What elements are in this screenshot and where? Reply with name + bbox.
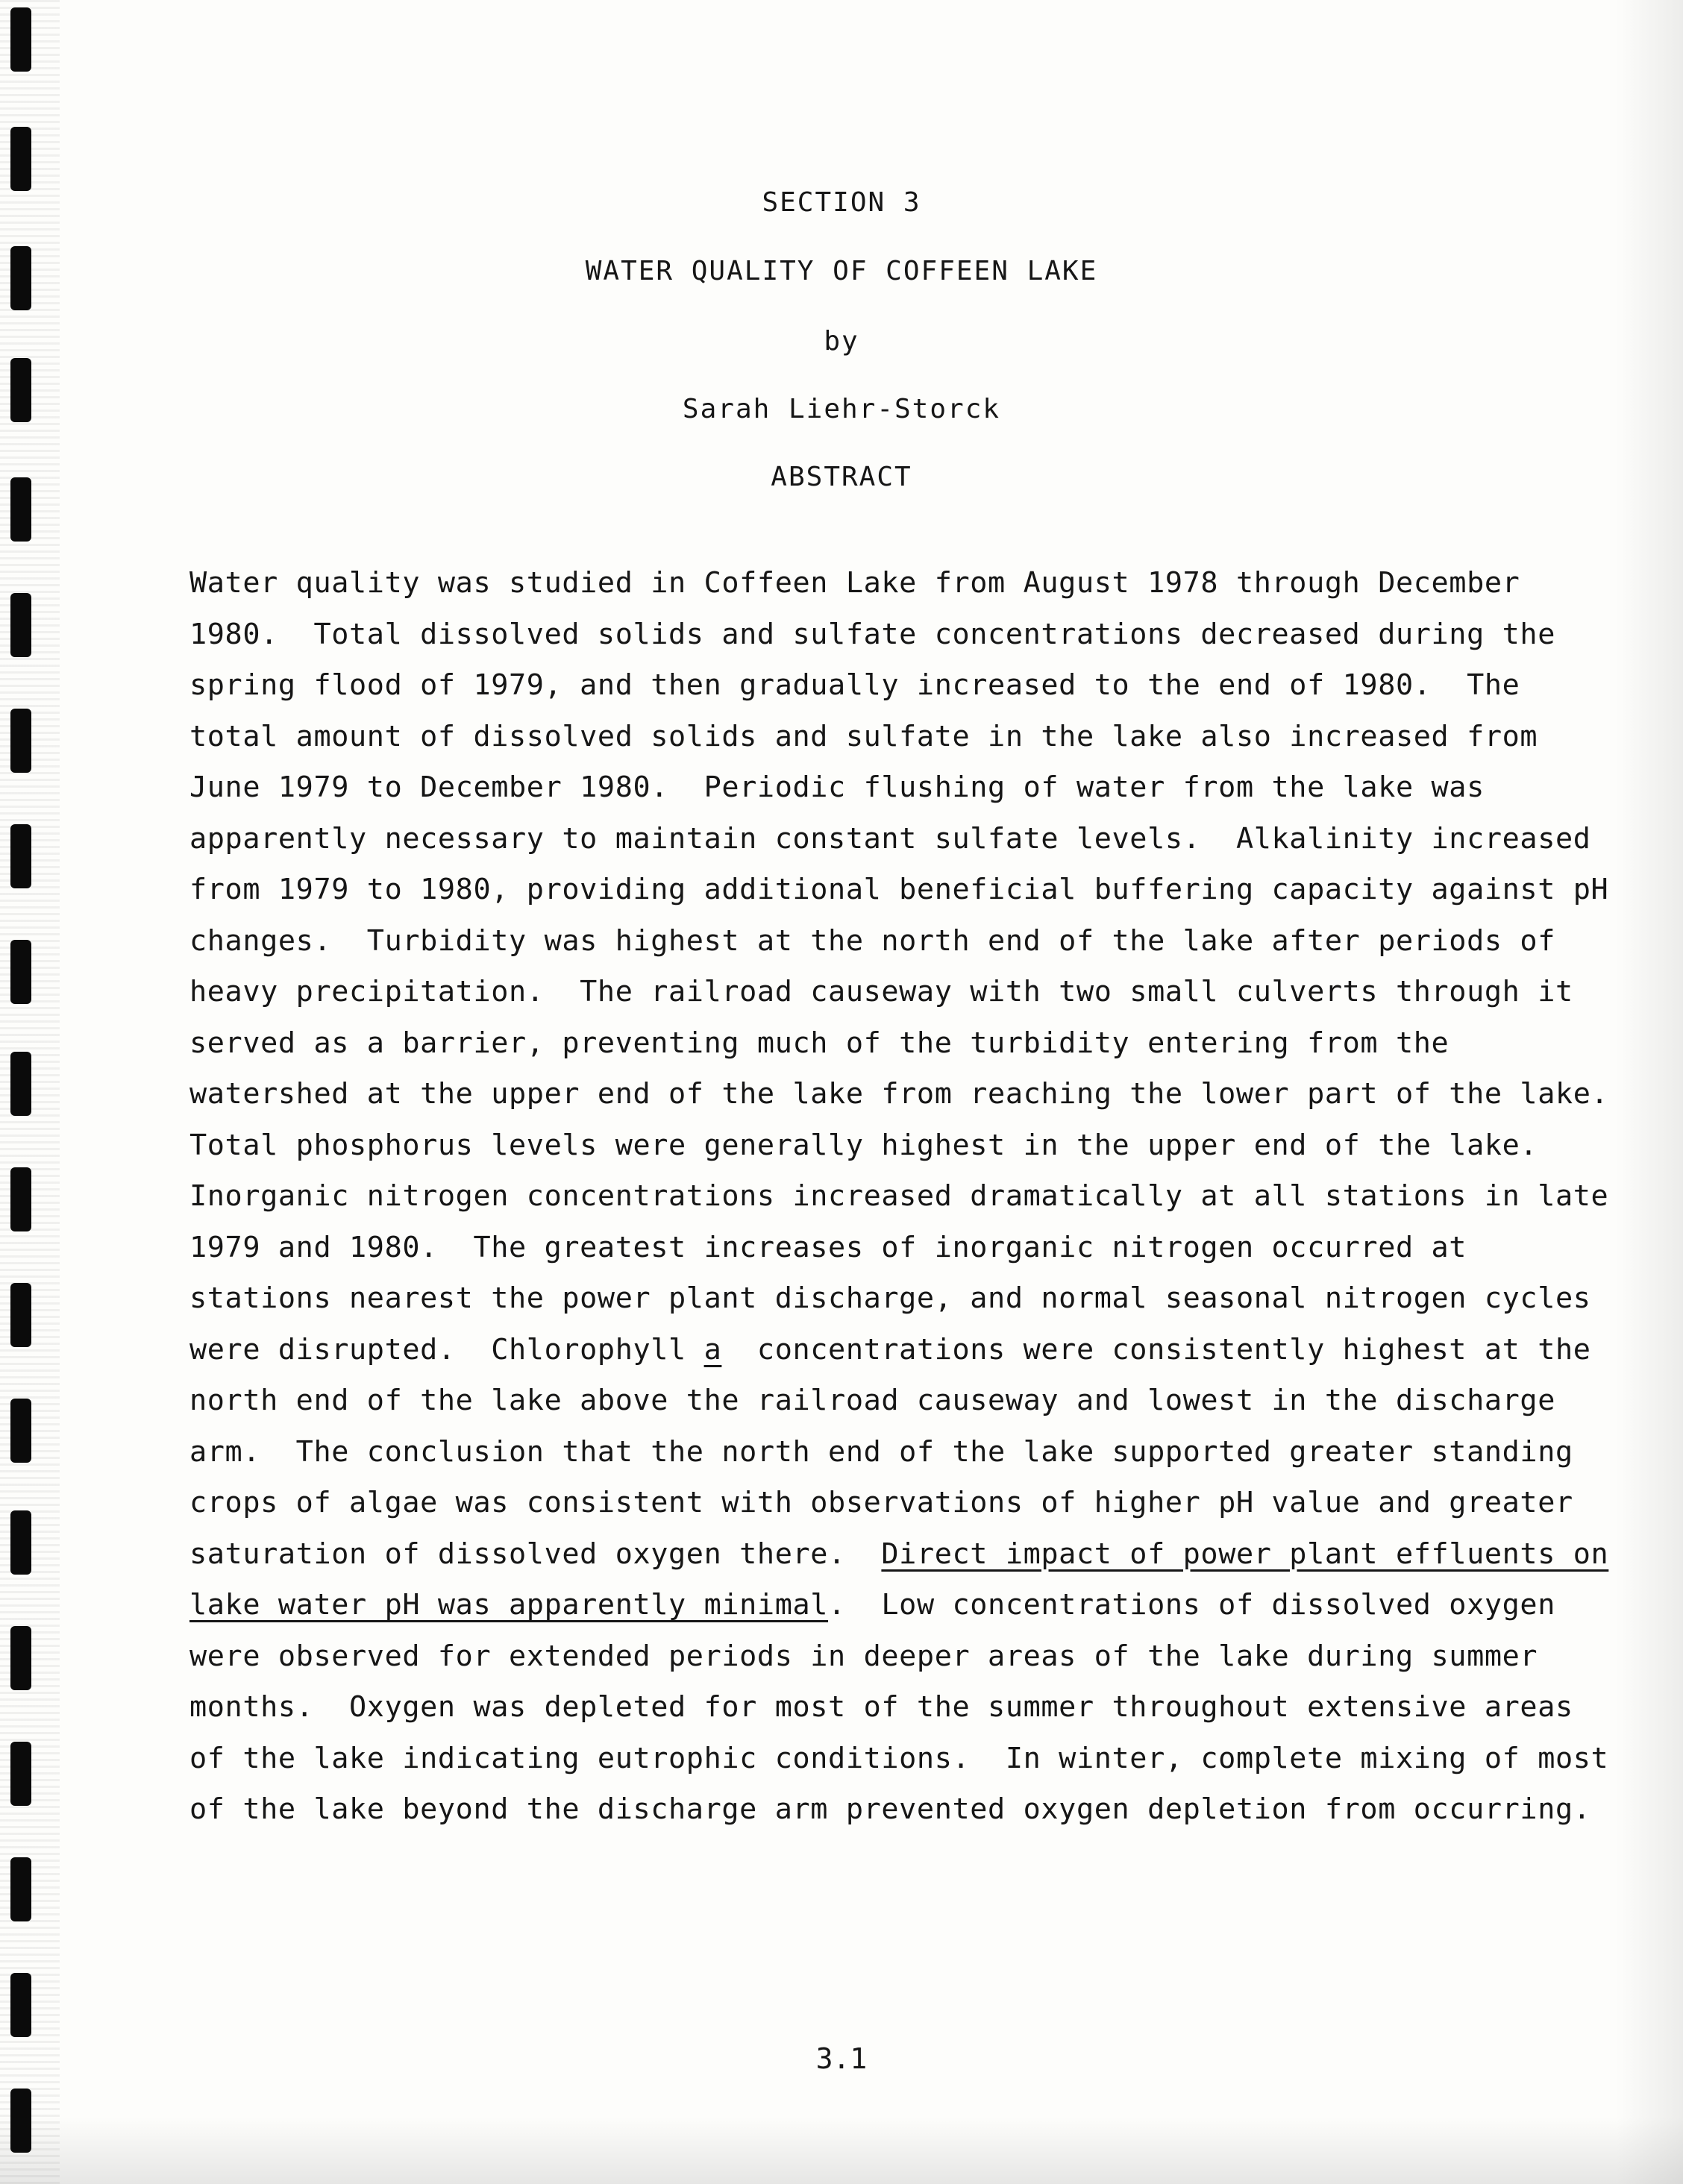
author-name: Sarah Liehr-Storck [682, 394, 1001, 424]
page-number: 3.1 [815, 2042, 868, 2075]
abstract-line: 1979 and 1980. The greatest increases of inorganic nitrogen occurred at [189, 1230, 1467, 1264]
line-text: concentrations were consistently highest at the [721, 1332, 1591, 1366]
abstract-line: changes. Turbidity was highest at the north end of the lake after periods of [189, 923, 1555, 958]
binding-hole [10, 1973, 31, 2037]
binding-hole [10, 1052, 31, 1116]
abstract-body [189, 558, 1609, 1836]
underlined-text: lake water pH was apparently minimal [189, 1588, 829, 1622]
abstract-line: apparently necessary to maintain constant sulfate levels. Alkalinity increased [189, 821, 1591, 856]
section-heading: SECTION 3 [762, 187, 921, 218]
line-text: saturation of dissolved oxygen there. [189, 1537, 882, 1571]
abstract-line: Water quality was studied in Coffeen Lake from August 1978 through December [189, 566, 1520, 600]
abstract-line [189, 1580, 1555, 1631]
binding-hole [10, 1857, 31, 1921]
abstract-line: stations nearest the power plant discharge, and normal seasonal nitrogen cycles [189, 1281, 1591, 1315]
binding-hole [10, 127, 31, 191]
abstract-line: months. Oxygen was depleted for most of the summer throughout extensive areas [189, 1690, 1573, 1724]
binding-hole [10, 1742, 31, 1806]
abstract-line: from 1979 to 1980, providing additional beneficial buffering capacity against pH [189, 873, 1609, 906]
abstract-line: spring flood of 1979, and then gradually increased to the end of 1980. The [189, 668, 1520, 702]
abstract-line: served as a barrier, preventing much of the turbidity entering from the [189, 1026, 1449, 1060]
abstract-line: Inorganic nitrogen concentrations increased dramatically at all stations in late [189, 1179, 1609, 1213]
abstract-line: June 1979 to December 1980. Periodic flushing of water from the lake was [189, 771, 1485, 804]
binding-hole [10, 940, 31, 1004]
abstract-line: were observed for extended periods in deeper areas of the lake during summer [189, 1639, 1538, 1673]
line-text: were disrupted. Chlorophyll [189, 1332, 704, 1366]
binding-hole [10, 1167, 31, 1231]
abstract-line [189, 1325, 1591, 1376]
binding-hole [10, 1510, 31, 1575]
abstract-line: total amount of dissolved solids and sulfate in the lake also increased from [189, 719, 1538, 753]
binding-hole [10, 593, 31, 657]
abstract-heading: ABSTRACT [771, 462, 912, 492]
abstract-line: of the lake indicating eutrophic conditions. In winter, complete mixing of most [189, 1741, 1609, 1775]
underlined-text: Direct impact of power plant effluents on [881, 1537, 1609, 1571]
byline: by [824, 326, 859, 357]
binding-hole [10, 1626, 31, 1690]
abstract-line: watershed at the upper end of the lake from reaching the lower part of the lake. [189, 1077, 1609, 1111]
underlined-text: a [703, 1332, 722, 1366]
binding-hole [10, 2089, 31, 2153]
binding-hole [10, 1283, 31, 1347]
line-text: . Low concentrations of dissolved oxygen [828, 1588, 1555, 1622]
binding-hole [10, 709, 31, 773]
abstract-line: north end of the lake above the railroad causeway and lowest in the discharge [189, 1384, 1555, 1417]
abstract-line: crops of algae was consistent with observations of higher pH value and greater [189, 1486, 1573, 1519]
abstract-line: heavy precipitation. The railroad causeway with two small culverts through it [189, 975, 1573, 1008]
abstract-line: of the lake beyond the discharge arm prevented oxygen depletion from occurring. [189, 1792, 1591, 1826]
binding-hole [10, 1399, 31, 1463]
binding-hole [10, 824, 31, 888]
abstract-line: Total phosphorus levels were generally highest in the upper end of the lake. [189, 1128, 1538, 1162]
binding-hole [10, 7, 31, 72]
abstract-line: 1980. Total dissolved solids and sulfate concentrations decreased during the [189, 617, 1555, 651]
abstract-line: arm. The conclusion that the north end of the lake supported greater standing [189, 1434, 1573, 1469]
abstract-line [189, 1529, 1609, 1581]
scan-noise-bottom [0, 2117, 1683, 2184]
document-title: WATER QUALITY OF COFFEEN LAKE [585, 256, 1098, 286]
